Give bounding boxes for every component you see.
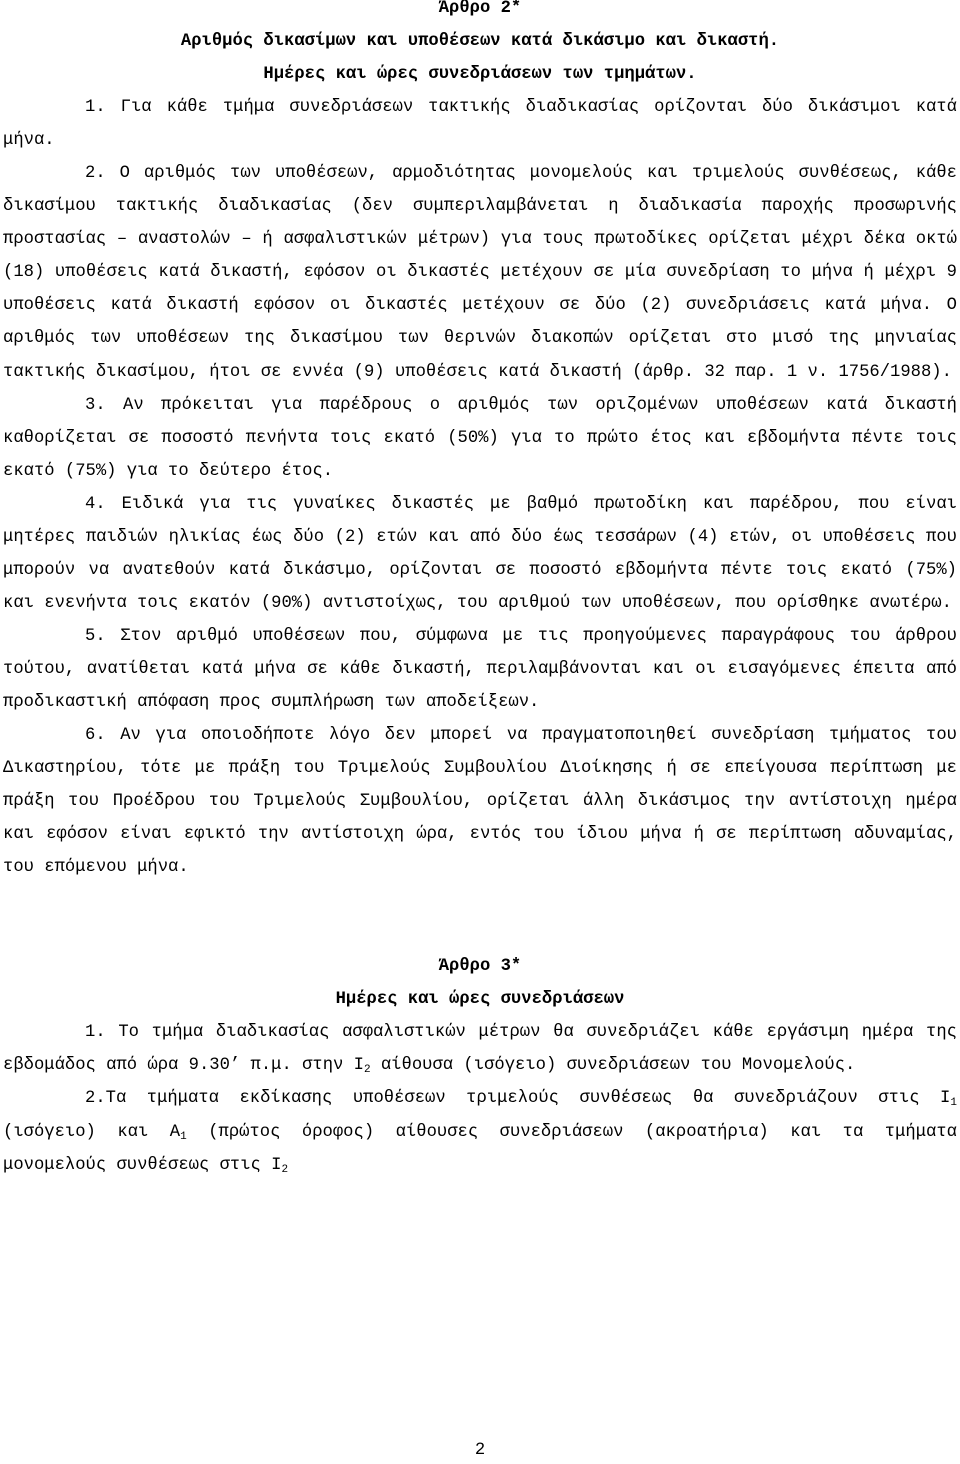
page-content (3, 0, 957, 1182)
article-3-subtitle: Ημέρες και ώρες συνεδριάσεων (335, 990, 625, 1010)
article-2-subtitle-1: Αριθμός δικασίμων και υποθέσεων κατά δικάσιμο και δικαστή. (180, 32, 780, 52)
article-2-subtitle-2: Ημέρες και ώρες συνεδριάσεων των τμημάτων. (263, 65, 697, 85)
article-3-p1-text-a: 1. Το τμήμα διαδικασίας ασφαλιστικών μέτρων θα συνεδριάζει κάθε εργάσιμη ημέρα της εβδομάδος από ώρα 9.30’ π.μ. στην Ι (3, 1023, 957, 1076)
article-2-title: Άρθρο 2* (438, 0, 522, 18)
article-3-p2-subscript-2: 1 (180, 1130, 187, 1143)
article-3-p2-subscript-3: 2 (281, 1163, 289, 1176)
article-2-paragraph-2: 2. Ο αριθμός των υποθέσεων, αρμοδιότητας μονομελούς και τριμελούς συνθέσεως, κάθε δικασίμου τακτικής διαδικασίας (δεν συμπεριλαμβάνεται η διαδικασία παροχής προσωρινής προστασίας – αναστολών – ή ασφαλιστικών μέτρων) για τους πρωτοδίκες ορίζεται μέχρι δέκα οκτώ (18) υποθέσεις κατά δικαστή, εφόσον οι δικαστές μετέχουν σε μία συνεδρίαση το μήνα ή μέχρι 9 υποθέσεις κατά δικαστή εφόσον οι δικαστές μετέχουν σε δύο (2) συνεδριάσεις κατά μήνα. Ο αριθμός των υποθέσεων της δικασίμου των θερινών διακοπών ορίζεται στο μισό της μηνιαίας τακτικής δικασίμου, ήτοι σε εννέα (9) υποθέσεις κατά δικαστή (άρθρ. 32 παρ. 1 ν. 1756/1988). (3, 164, 957, 382)
article-3-p2-text-b: (ισόγειο) και Α (3, 1122, 181, 1142)
article-2-paragraph-1: 1. Για κάθε τμήμα συνεδριάσεων τακτικής διαδικασίας ορίζονται δύο δικάσιμοι κατά μήνα. (3, 98, 957, 151)
page-number: 2 (474, 1441, 486, 1460)
article-3-title: Άρθρο 3* (438, 957, 522, 977)
section-spacer (3, 884, 957, 950)
article-2-paragraph-5: 5. Στον αριθμό υποθέσεων που, σύμφωνα με τις προηγούμενες παραγράφους του άρθρου τούτου, ανατίθεται κατά μήνα σε κάθε δικαστή, περιλαμβάνονται και οι εισαγόμενες έπειτα από προδικαστική απόφαση προς συμπλήρωση των αποδείξεων. (3, 626, 957, 712)
article-3-p2-text-c: (πρώτος όροφος) αίθουσες συνεδριάσεων (ακροατήρια) και τα τμήματα μονομελούς συνθέσεως στις Ι (3, 1122, 957, 1175)
article-3-p2-subscript-1: 1 (950, 1097, 957, 1110)
article-2-paragraph-6: 6. Αν για οποιοδήποτε λόγο δεν μπορεί να πραγματοποιηθεί συνεδρίαση τμήματος του Δικαστηρίου, τότε με πράξη του Τριμελούς Συμβουλίου Διοίκησης ή σε επείγουσα περίπτωση με πράξη του Προέδρου του Τριμελούς Συμβουλίου, ορίζεται άλλη δικάσιμος την αντίστοιχη ημέρα και εφόσον είναι εφικτό την αντίστοιχη ώρα, εντός του ίδιου μήνα ή σε περίπτωση αδυναμίας, του επόμενου μήνα. (3, 726, 957, 878)
article-2-paragraph-4: 4. Ειδικά για τις γυναίκες δικαστές με βαθμό πρωτοδίκη και παρέδρου, που είναι μητέρες παιδιών ηλικίας έως δύο (2) ετών και από δύο έως τεσσάρων (4) ετών, οι υποθέσεις που μπορούν να ανατεθούν κατά δικάσιμο, ορίζονται σε ποσοστό εβδομήντα πέντε τοις εκατό (75%) και ενενήντα τοις εκατόν (90%) αντιστοίχως, του αριθμού των υποθέσεων, που ορίσθηκε ανωτέρω. (3, 494, 957, 613)
article-3-paragraph-2 (3, 1082, 957, 1181)
article-3-p1-subscript: 2 (364, 1064, 371, 1077)
article-3-p1-text-b: αίθουσα (ισόγειο) συνεδριάσεων του Μονομελούς. (370, 1056, 856, 1076)
article-3-p2-text-a: 2.Τα τμήματα εκδίκασης υποθέσεων τριμελούς συνθέσεως θα συνεδριάζουν στις Ι (85, 1089, 951, 1109)
article-3-paragraph-1 (3, 1016, 957, 1082)
article-2-paragraph-3: 3. Αν πρόκειται για παρέδρους ο αριθμός των οριζομένων υποθέσεων κατά δικαστή καθορίζεται σε ποσοστό πενήντα τοις εκατό (50%) για το πρώτο έτος και εβδομήντα πέντε τοις εκατό (75%) για το δεύτερο έτος. (3, 395, 957, 481)
